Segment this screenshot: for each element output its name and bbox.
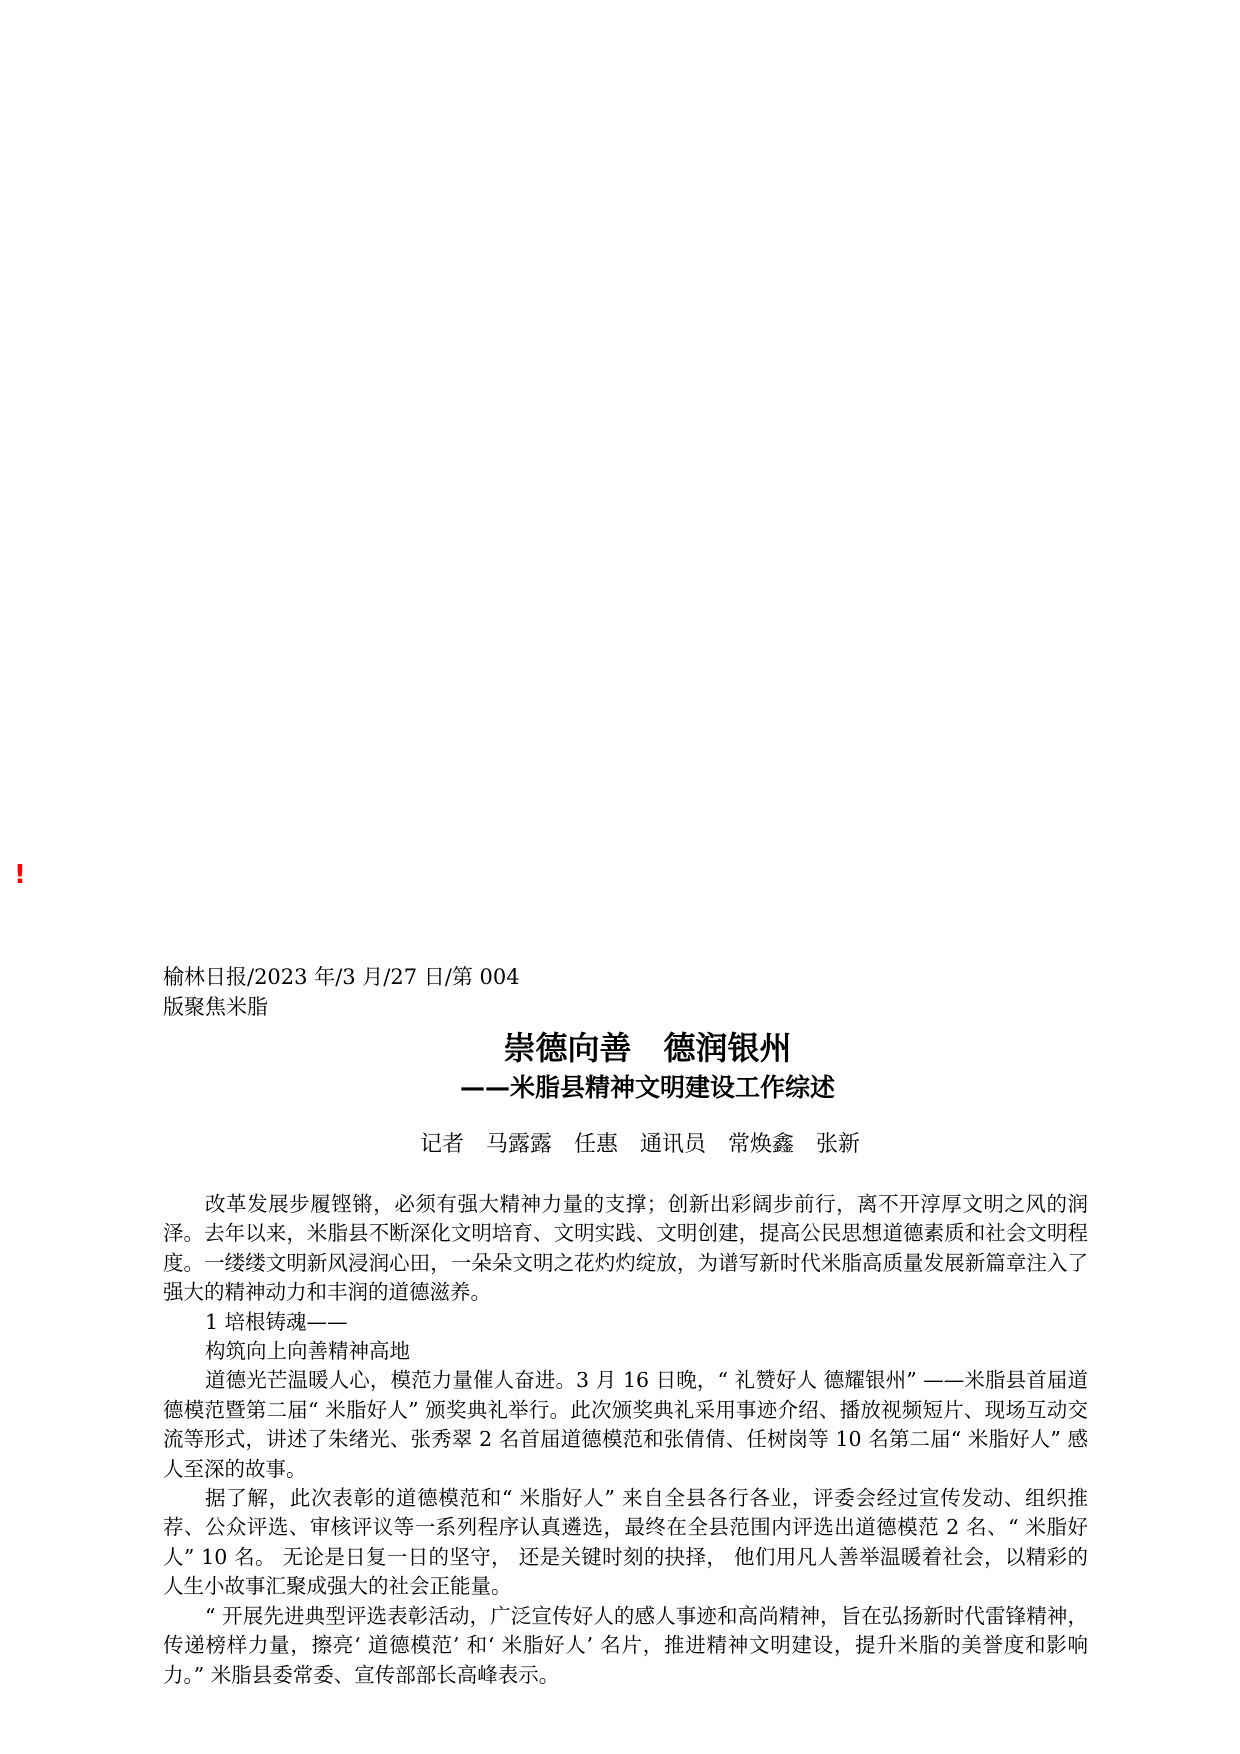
article-body bbox=[163, 1190, 1088, 1690]
article-subtitle: ——米脂县精神文明建设工作综述 bbox=[459, 1073, 835, 1102]
paragraph: 改革发展步履铿锵，必须有强大精神力量的支撑；创新出彩阔步前行，离不开淳厚文明之风的润泽。去年以来，米脂县不断深化文明培育、文明实践、文明创建，提高公民思想道德素质和社会文明程度。一缕缕文明新风浸润心田，一朵朵文明之花灼灼绽放，为谱写新时代米脂高质量发展新篇章注入了强大的精神动力和丰润的道德滋养。 bbox=[163, 1192, 1088, 1305]
paragraph: 据了解，此次表彰的道德模范和“ 米脂好人” 来自全县各行各业，评委会经过宣传发动、组织推荐、公众评选、审核评议等一系列程序认真遴选，最终在全县范围内评选出道德模范 2 名、“ 米脂好人” 10 名。 无论是日复一日的坚守， 还是关键时刻的抉择， 他们用凡人善举温暖着社会，以精彩的人生小故事汇聚成强大的社会正能量。 bbox=[163, 1486, 1088, 1599]
byline: 记者 马露露 任惠 通讯员 常焕鑫 张新 bbox=[419, 1132, 860, 1157]
source-line-1: 榆林日报/2023 年/3 月/27 日/第 004 bbox=[163, 965, 520, 989]
section-subheading: 构筑向上向善精神高地 bbox=[205, 1339, 410, 1364]
paragraph: “ 开展先进典型评选表彰活动，广泛宣传好人的感人事迹和高尚精神，旨在弘扬新时代雷锋精神，传递榜样力量，擦亮‘ 道德模范’ 和‘ 米脂好人’ 名片，推进精神文明建设，提升米脂的美誉度和影响力。” 米脂县委常委、宣传部部长高峰表示。 bbox=[163, 1603, 1088, 1687]
source-line-2: 版聚焦米脂 bbox=[163, 995, 268, 1019]
paragraph: 道德光芒温暖人心，模范力量催人奋进。3 月 16 日晚，“ 礼赞好人 德耀银州” ——米脂县首届道德模范暨第二届“ 米脂好人” 颁奖典礼举行。此次颁奖典礼采用事迹介绍、播放视频短片、现场互动交流等形式，讲述了朱绪光、张秀翠 2 名首届道德模范和张倩倩、任树岗等 10 名第二届“ 米脂好人” 感人至深的故事。 bbox=[163, 1368, 1088, 1481]
source-line bbox=[163, 962, 563, 1022]
article-title: 崇德向善 德润银州 bbox=[503, 1029, 792, 1067]
section-heading: 1 培根铸魂—— bbox=[205, 1309, 348, 1334]
exclamation-mark: ! bbox=[14, 860, 26, 890]
